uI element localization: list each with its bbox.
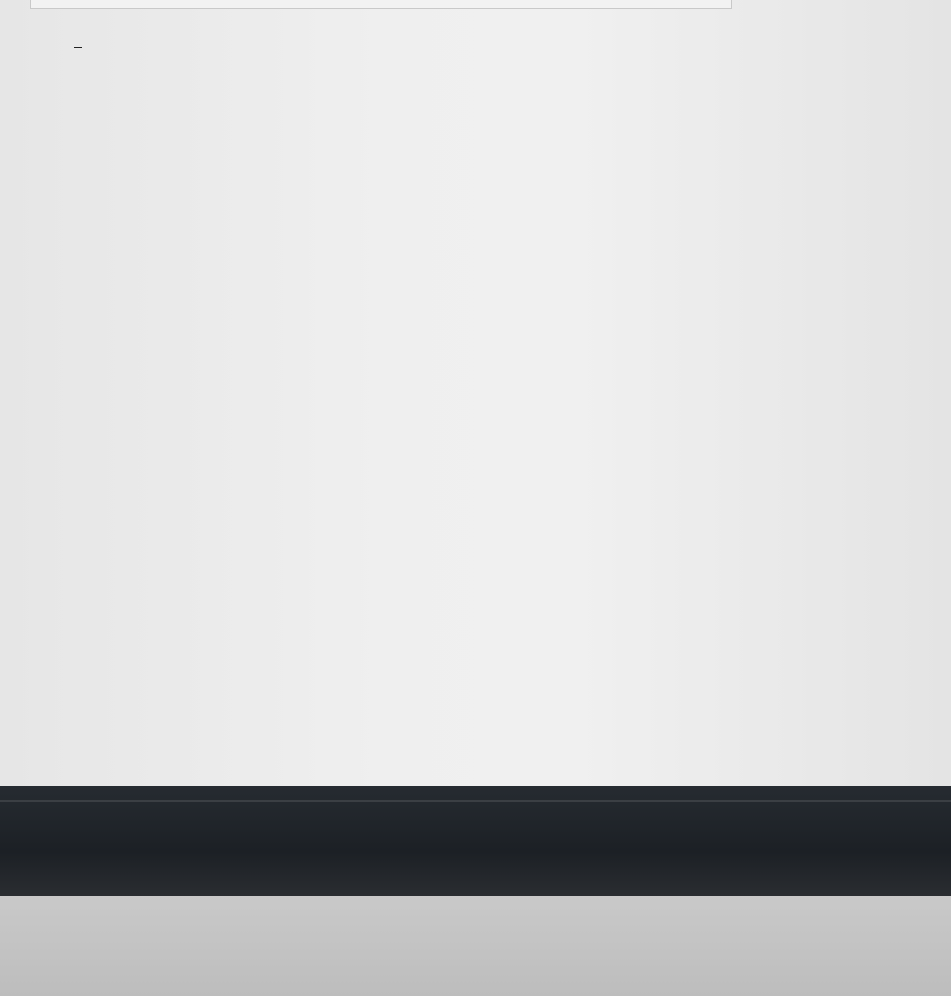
keyboard [0, 896, 951, 996]
laptop-bezel [0, 786, 951, 896]
bezel-edge [0, 800, 951, 802]
